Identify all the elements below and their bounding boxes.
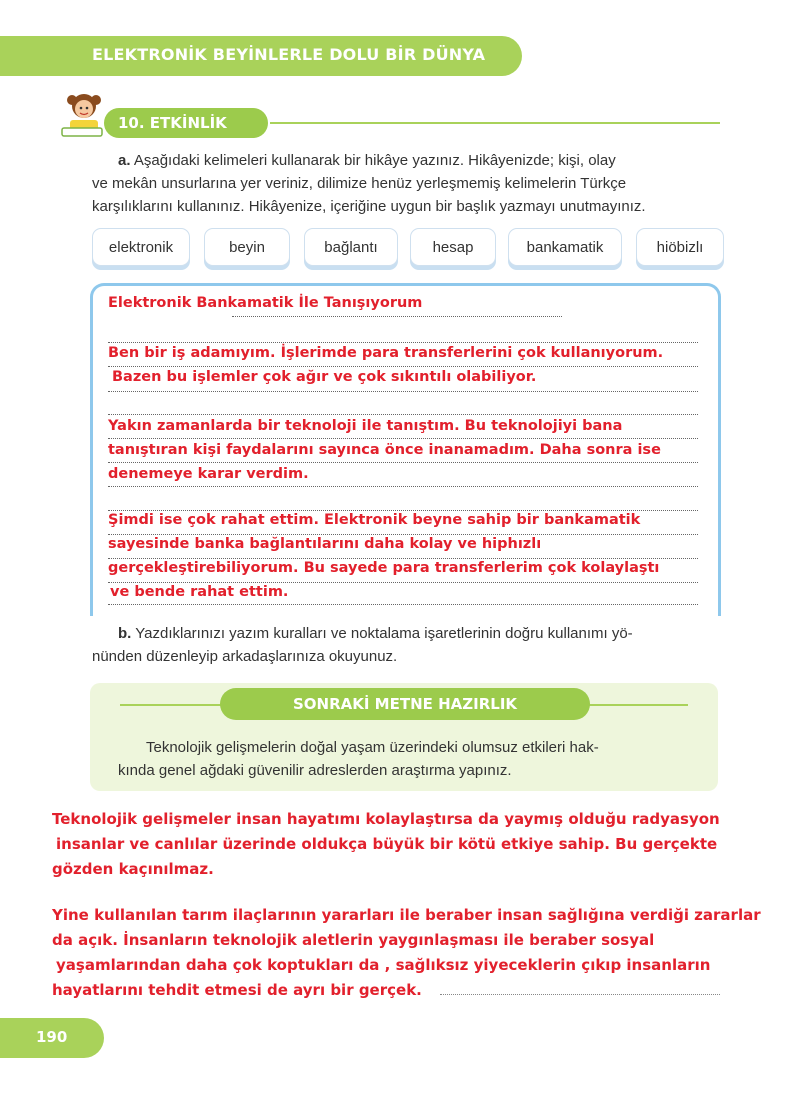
task-b-text-1: Yazdıklarınızı yazım kuralları ve noktalama işaretlerinin doğru kullanımı yö- [135, 625, 633, 642]
story-line: tanıştıran kişi faydalarını sayınca önce inanamadım. Daha sonra ise [108, 442, 661, 458]
word-box: hiöbizlı [636, 228, 724, 266]
activity-title: 10. ETKİNLİK [118, 114, 227, 132]
dotted-line [108, 604, 698, 605]
dotted-line [108, 582, 698, 583]
page-number: 190 [36, 1028, 68, 1046]
story-line: denemeye karar verdim. [108, 466, 309, 482]
dotted-line [440, 994, 720, 995]
dotted-line [108, 462, 698, 463]
answer-line: da açık. İnsanların teknolojik aletlerin yaygınlaşması ile beraber sosyal [52, 931, 655, 949]
dotted-line [108, 438, 698, 439]
activity-divider [270, 122, 720, 124]
word-box: elektronik [92, 228, 190, 266]
story-title: Elektronik Bankamatik İle Tanışıyorum [108, 295, 423, 311]
task-b-line-1 [118, 622, 633, 645]
dotted-line [108, 366, 698, 367]
dotted-line [108, 510, 698, 511]
word-box: hesap [410, 228, 496, 266]
answer-line: hayatlarını tehdit etmesi de ayrı bir gerçek. [52, 981, 422, 999]
story-line: Bazen bu işlemler çok ağır ve çok sıkıntılı olabiliyor. [112, 369, 537, 385]
dotted-line [108, 391, 698, 392]
prep-title: SONRAKİ METNE HAZIRLIK [292, 695, 518, 713]
prep-line-2: kında genel ağdaki güvenilir adreslerden araştırma yapınız. [118, 762, 512, 779]
story-line: Ben bir iş adamıyım. İşlerimde para transferlerini çok kullanıyorum. [108, 345, 664, 361]
task-b-line-2: nünden düzenleyip arkadaşlarınıza okuyunuz. [92, 648, 398, 665]
story-line: ve bende rahat ettim. [110, 584, 289, 600]
task-b-letter: b. [118, 625, 132, 642]
dotted-line [108, 534, 698, 535]
girl-reading-illustration [54, 90, 112, 140]
story-line: sayesinde banka bağlantılarını daha kolay ve hiphızlı [108, 536, 542, 552]
task-a-line-1 [118, 149, 616, 172]
word-bank [92, 228, 732, 270]
prep-pill [220, 688, 590, 720]
task-a-letter: a. [118, 152, 131, 169]
title-dotted-line [232, 316, 562, 317]
task-a-text-1: Aşağıdaki kelimeleri kullanarak bir hikâye yazınız. Hikâyenizde; kişi, olay [133, 152, 616, 169]
header-title: ELEKTRONİK BEYİNLERLE DOLU BİR DÜNYA [92, 45, 486, 64]
dotted-line [108, 342, 698, 343]
answer-line: insanlar ve canlılar üzerinde oldukça büyük bir kötü etkiye sahip. Bu gerçekte [56, 835, 718, 853]
word-box: bankamatik [508, 228, 622, 266]
story-line: gerçekleştirebiliyorum. Bu sayede para transferlerim çok kolaylaştı [108, 560, 660, 576]
task-a-line-3: karşılıklarını kullanınız. Hikâyenize, içeriğine uygun bir başlık yazmayı unutmayınız. [92, 198, 646, 215]
answer-line: Yine kullanılan tarım ilaçlarının yararları ile beraber insan sağlığına verdiği zararlar [52, 906, 761, 924]
dotted-line [108, 486, 698, 487]
answer-line: yaşamlarından daha çok koptukları da , sağlıksız yiyeceklerin çıkıp insanların [56, 956, 711, 974]
dotted-line [108, 414, 698, 415]
prep-line-1: Teknolojik gelişmelerin doğal yaşam üzerindeki olumsuz etkileri hak- [146, 739, 599, 756]
word-box: bağlantı [304, 228, 398, 266]
word-box: beyin [204, 228, 290, 266]
dotted-line [108, 558, 698, 559]
answer-line: gözden kaçınılmaz. [52, 860, 214, 878]
task-a-line-2: ve mekân unsurlarına yer veriniz, dilimize henüz yerleşmemiş kelimelerin Türkçe [92, 175, 627, 192]
story-line: Yakın zamanlarda bir teknoloji ile tanıştım. Bu teknolojiyi bana [108, 418, 623, 434]
answer-line: Teknolojik gelişmeler insan hayatımı kolaylaştırsa da yaymış olduğu radyasyon [52, 810, 720, 828]
story-line: Şimdi ise çok rahat ettim. Elektronik beyne sahip bir bankamatik [108, 512, 641, 528]
